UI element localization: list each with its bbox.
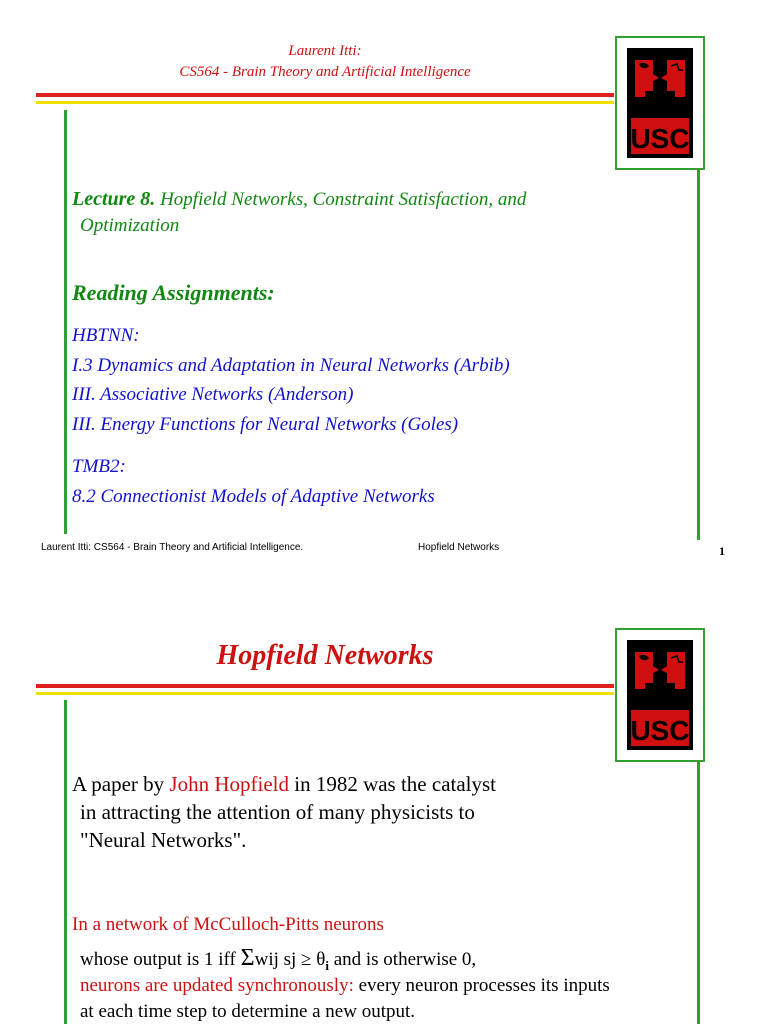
svg-text:USC: USC	[630, 123, 690, 154]
page-number: 1	[719, 544, 725, 558]
slide-header-author: Laurent Itti:	[288, 43, 362, 59]
author-name: John Hopfield	[169, 772, 289, 796]
left-green-rule	[64, 110, 67, 534]
lecture-number: Lecture 8.	[72, 188, 156, 210]
reading-item-hbtnn: HBTNN:	[72, 325, 140, 346]
usc-logo-box	[615, 36, 705, 170]
header-yellow-bar	[36, 101, 614, 104]
intro-text: in 1982 was the catalyst	[288, 772, 497, 796]
sync-rest: every neuron processes its inputs	[353, 975, 610, 996]
reading-item-tmb2: TMB2:	[72, 456, 126, 477]
reading-item-goles: III. Energy Functions for Neural Networks (Goles)	[72, 414, 459, 435]
lecture-title-line1: Hopfield Networks, Constraint Satisfaction, and	[160, 189, 527, 210]
mp-last-line: at each time step to determine a new output.	[80, 1001, 416, 1022]
usc-logo-box	[615, 628, 705, 762]
intro-line2: in attracting the attention of many physicists to	[80, 800, 475, 824]
mp-rule-formula: wij sj ≥ θ	[254, 949, 326, 970]
reading-heading: Reading Assignments:	[72, 280, 275, 305]
lecture-title	[72, 186, 632, 239]
intro-paragraph	[72, 770, 612, 854]
right-green-rule	[697, 760, 700, 1024]
header-red-bar	[36, 684, 614, 688]
slide-title: Hopfield Networks	[216, 640, 434, 671]
reading-item-connectionist: 8.2 Connectionist Models of Adaptive Networks	[72, 486, 435, 507]
mp-sync-line	[80, 975, 610, 997]
intro-text: A paper by	[72, 772, 170, 796]
left-green-rule	[64, 700, 67, 1024]
footer-topic: Hopfield Networks	[418, 542, 500, 553]
svg-text:USC: USC	[630, 715, 690, 746]
header-yellow-bar	[36, 692, 614, 695]
mp-rule	[80, 945, 476, 974]
right-green-rule	[697, 170, 700, 540]
lecture-title-line2: Optimization	[80, 215, 180, 236]
sigma-symbol: Σ	[240, 945, 255, 971]
mp-rule-text: and is otherwise 0,	[328, 949, 477, 970]
usc-logo-icon	[617, 38, 703, 168]
slide-header-course: CS564 - Brain Theory and Artificial Intelligence	[179, 64, 471, 80]
header-red-bar	[36, 93, 614, 97]
slide-2	[0, 590, 768, 1024]
sync-highlight: neurons are updated synchronously:	[80, 975, 354, 996]
intro-line3: "Neural Networks".	[80, 828, 247, 852]
footer-course: Laurent Itti: CS564 - Brain Theory and Artificial Intelligence.	[41, 542, 304, 553]
mp-rule-text: whose output is 1 iff	[80, 949, 241, 970]
usc-logo-icon	[617, 630, 703, 760]
reading-item-arbib: I.3 Dynamics and Adaptation in Neural Networks (Arbib)	[72, 355, 510, 376]
mp-heading: In a network of McCulloch-Pitts neurons	[72, 914, 384, 935]
theta-subscript: i	[325, 957, 329, 973]
reading-item-anderson: III. Associative Networks (Anderson)	[72, 384, 354, 405]
